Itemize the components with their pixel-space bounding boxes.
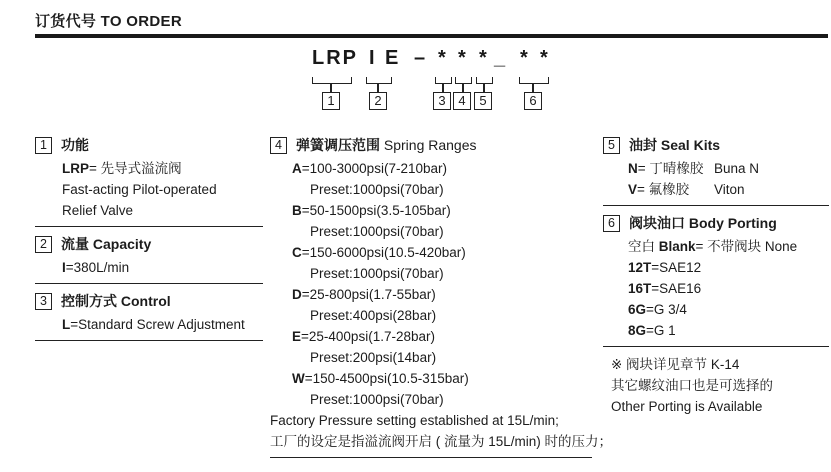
section-1-title: 功能 bbox=[61, 137, 89, 153]
spring-range-preset: Preset:1000psi(70bar) bbox=[310, 182, 444, 197]
section-3-number-box: 3 bbox=[35, 293, 52, 310]
porting-note-ref: ※ 阀块详见章节 K-14 bbox=[611, 357, 740, 372]
code-underscore: _ bbox=[494, 47, 506, 69]
bracket-5-stem bbox=[483, 83, 485, 92]
spring-range: D=25-800psi(1.7-55bar) bbox=[292, 287, 436, 302]
code-star-1: * bbox=[438, 47, 446, 69]
code-capacity-char: I bbox=[369, 47, 375, 69]
section-5-title: 油封 Seal Kits bbox=[629, 137, 721, 153]
section-2-number-box: 2 bbox=[35, 236, 52, 253]
spring-range-preset: Preset:1000psi(70bar) bbox=[310, 392, 444, 407]
section-3-title: 控制方式 Control bbox=[61, 293, 171, 309]
code-control-char: E bbox=[385, 47, 399, 69]
code-star-2: * bbox=[458, 47, 466, 69]
porting-row: 16T=SAE16 bbox=[628, 281, 702, 296]
bracket-3 bbox=[435, 77, 452, 84]
code-star-4: * bbox=[520, 47, 528, 69]
code-box-2: 2 bbox=[369, 92, 387, 110]
divider bbox=[35, 340, 263, 341]
column-middle bbox=[270, 133, 613, 465]
section-5-number-box: 5 bbox=[603, 137, 620, 154]
divider bbox=[270, 457, 592, 458]
bracket-4 bbox=[455, 77, 472, 84]
section-1-line-en2: Relief Valve bbox=[62, 203, 134, 218]
section-5-header bbox=[603, 135, 829, 156]
section-1-number-box: 1 bbox=[35, 137, 52, 154]
section-2-item: I=380L/min bbox=[62, 260, 130, 275]
code-dash: – bbox=[414, 47, 426, 69]
title-rule bbox=[35, 34, 828, 38]
porting-note-en: Other Porting is Available bbox=[611, 399, 763, 414]
code-box-5: 5 bbox=[474, 92, 492, 110]
section-4-header bbox=[270, 135, 592, 156]
bracket-2 bbox=[366, 77, 392, 84]
bracket-6 bbox=[519, 77, 549, 84]
section-4-title: 弹簧调压范围 Spring Ranges bbox=[296, 137, 477, 153]
section-3-header bbox=[35, 291, 263, 312]
spring-range: C=150-6000psi(10.5-420bar) bbox=[292, 245, 466, 260]
section-1-header bbox=[35, 135, 263, 156]
code-box-4: 4 bbox=[453, 92, 471, 110]
code-star-5: * bbox=[540, 47, 548, 69]
section-6-number-box: 6 bbox=[603, 215, 620, 232]
code-box-6: 6 bbox=[524, 92, 542, 110]
porting-row: 12T=SAE12 bbox=[628, 260, 702, 275]
bracket-5 bbox=[476, 77, 493, 84]
code-box-3: 3 bbox=[433, 92, 451, 110]
code-box-1: 1 bbox=[322, 92, 340, 110]
code-star-3: * bbox=[479, 47, 487, 69]
divider bbox=[603, 346, 829, 347]
bracket-1 bbox=[312, 77, 352, 84]
spring-range: B=50-1500psi(3.5-105bar) bbox=[292, 203, 451, 218]
spring-range-preset: Preset:400psi(28bar) bbox=[310, 308, 437, 323]
porting-note-zh: 其它螺纹油口也是可选择的 bbox=[611, 378, 773, 393]
section-1-item: LRP= 先导式溢流阀 bbox=[62, 161, 182, 176]
section-4-number-box: 4 bbox=[270, 137, 287, 154]
section-1-line-en1: Fast-acting Pilot-operated bbox=[62, 182, 217, 197]
divider bbox=[35, 283, 263, 284]
seal-kit-row: V= 氟橡胶 Viton bbox=[628, 182, 745, 197]
factory-note-zh: 工厂的设定是指溢流阀开启 ( 流量为 15L/min) 时的压力； bbox=[270, 434, 613, 449]
section-6-title: 阀块油口 Body Porting bbox=[629, 215, 777, 231]
section-2-title: 流量 Capacity bbox=[61, 236, 152, 252]
model-code-diagram bbox=[0, 47, 831, 117]
column-left bbox=[35, 133, 263, 348]
porting-row: 8G=G 1 bbox=[628, 323, 676, 338]
bracket-2-stem bbox=[377, 83, 379, 92]
section-6-header bbox=[603, 213, 829, 234]
porting-row: 空白 Blank= 不带阀块 None bbox=[628, 239, 798, 254]
bracket-6-stem bbox=[532, 83, 534, 92]
factory-note-en: Factory Pressure setting established at 15L/min; bbox=[270, 413, 559, 428]
bracket-4-stem bbox=[462, 83, 464, 92]
spring-range-preset: Preset:1000psi(70bar) bbox=[310, 224, 444, 239]
spring-range-preset: Preset:1000psi(70bar) bbox=[310, 266, 444, 281]
code-prefix: LRP bbox=[312, 47, 358, 69]
porting-row: 6G=G 3/4 bbox=[628, 302, 687, 317]
column-right bbox=[603, 133, 829, 417]
section-3-item: L=Standard Screw Adjustment bbox=[62, 317, 245, 332]
spring-range-preset: Preset:200psi(14bar) bbox=[310, 350, 437, 365]
bracket-1-stem bbox=[330, 83, 332, 92]
spring-range: E=25-400psi(1.7-28bar) bbox=[292, 329, 435, 344]
page-title: 订货代号 TO ORDER bbox=[35, 13, 182, 30]
bracket-3-stem bbox=[442, 83, 444, 92]
spring-range: A=100-3000psi(7-210bar) bbox=[292, 161, 447, 176]
spring-range: W=150-4500psi(10.5-315bar) bbox=[292, 371, 469, 386]
divider bbox=[35, 226, 263, 227]
divider bbox=[603, 205, 829, 206]
section-2-header bbox=[35, 234, 263, 255]
seal-kit-row: N= 丁晴橡胶 Buna N bbox=[628, 161, 760, 176]
